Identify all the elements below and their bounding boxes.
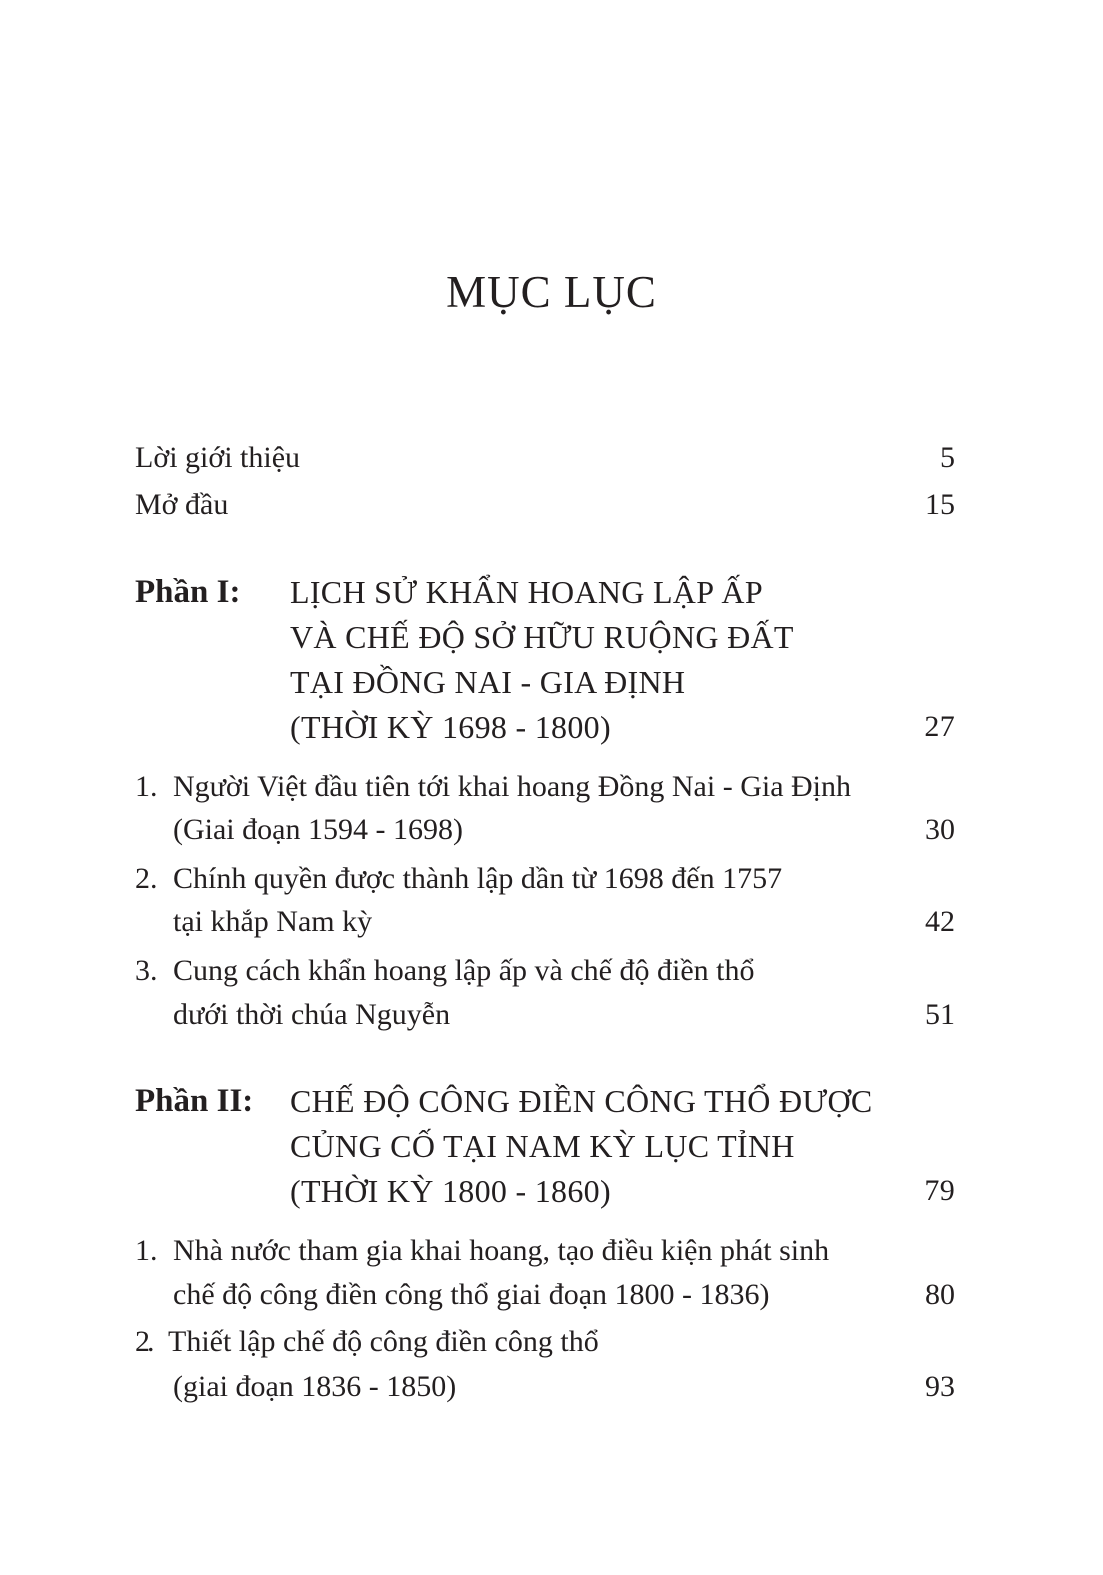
part-2-title-line[interactable]: [290, 1078, 955, 1124]
part-title-text: CHẾ ĐỘ CÔNG ĐIỀN CÔNG THỔ ĐƯỢC: [290, 1083, 873, 1119]
toc-page-number: 51: [925, 998, 955, 1031]
item-number: 3.: [135, 954, 158, 987]
item-number: 2.: [135, 862, 158, 895]
item-text: Người Việt đầu tiên tới khai hoang Đồng Nai - Gia Định: [173, 770, 852, 803]
toc-page-number: 30: [925, 813, 955, 846]
item-text: dưới thời chúa Nguyễn: [173, 998, 451, 1031]
part-1-label: Phần I:: [135, 574, 241, 610]
item-text: Cung cách khẩn hoang lập ấp và chế độ điền thổ: [173, 954, 755, 987]
item-number: 1.: [135, 770, 158, 803]
part-title-text: TẠI ĐỒNG NAI - GIA ĐỊNH: [290, 664, 686, 700]
item-text: (Giai đoạn 1594 - 1698): [173, 813, 463, 846]
part-2-title-line[interactable]: [290, 1168, 955, 1214]
page-title: MỤC LỤC: [446, 267, 657, 317]
table-of-contents: [135, 0, 955, 1575]
part-title-text: LỊCH SỬ KHẨN HOANG LẬP ẤP: [290, 574, 763, 610]
toc-entry-label: Mở đầu: [135, 488, 229, 521]
part-2-label: Phần II:: [135, 1083, 254, 1119]
toc-page-number: 79: [924, 1174, 955, 1207]
part-1-title-line[interactable]: [290, 704, 955, 750]
toc-page-number: 42: [925, 905, 955, 938]
toc-page-number: 80: [925, 1278, 955, 1311]
item-text: tại khắp Nam kỳ: [173, 905, 373, 938]
part-title-text: VÀ CHẾ ĐỘ SỞ HỮU RUỘNG ĐẤT: [290, 619, 794, 655]
toc-page-number: 5: [940, 441, 955, 474]
part-title-text: CỦNG CỐ TẠI NAM KỲ LỤC TỈNH: [290, 1128, 795, 1164]
item-text: (giai đoạn 1836 - 1850): [173, 1370, 457, 1403]
item-text: Chính quyền được thành lập dần từ 1698 đến 1757: [173, 862, 783, 895]
part-1-title-line[interactable]: [290, 569, 955, 615]
part-1-title-line[interactable]: [290, 659, 955, 705]
part-title-text: (THỜI KỲ 1698 - 1800): [290, 709, 611, 745]
item-number: 2.: [135, 1325, 152, 1358]
part-title-text: (THỜI KỲ 1800 - 1860): [290, 1173, 611, 1209]
part-2-title-line[interactable]: [290, 1123, 955, 1169]
item-text: Thiết lập chế độ công điền công thổ: [168, 1325, 599, 1358]
item-text: Nhà nước tham gia khai hoang, tạo điều kiện phát sinh: [173, 1234, 830, 1267]
toc-entry-label: Lời giới thiệu: [135, 441, 301, 474]
toc-page-number: 27: [924, 710, 955, 743]
toc-page-number: 93: [925, 1370, 955, 1403]
part-1-title-line[interactable]: [290, 614, 955, 660]
item-text: chế độ công điền công thổ giai đoạn 1800 - 1836): [173, 1278, 770, 1311]
toc-page-number: 15: [925, 488, 955, 521]
item-number: 1.: [135, 1234, 158, 1267]
